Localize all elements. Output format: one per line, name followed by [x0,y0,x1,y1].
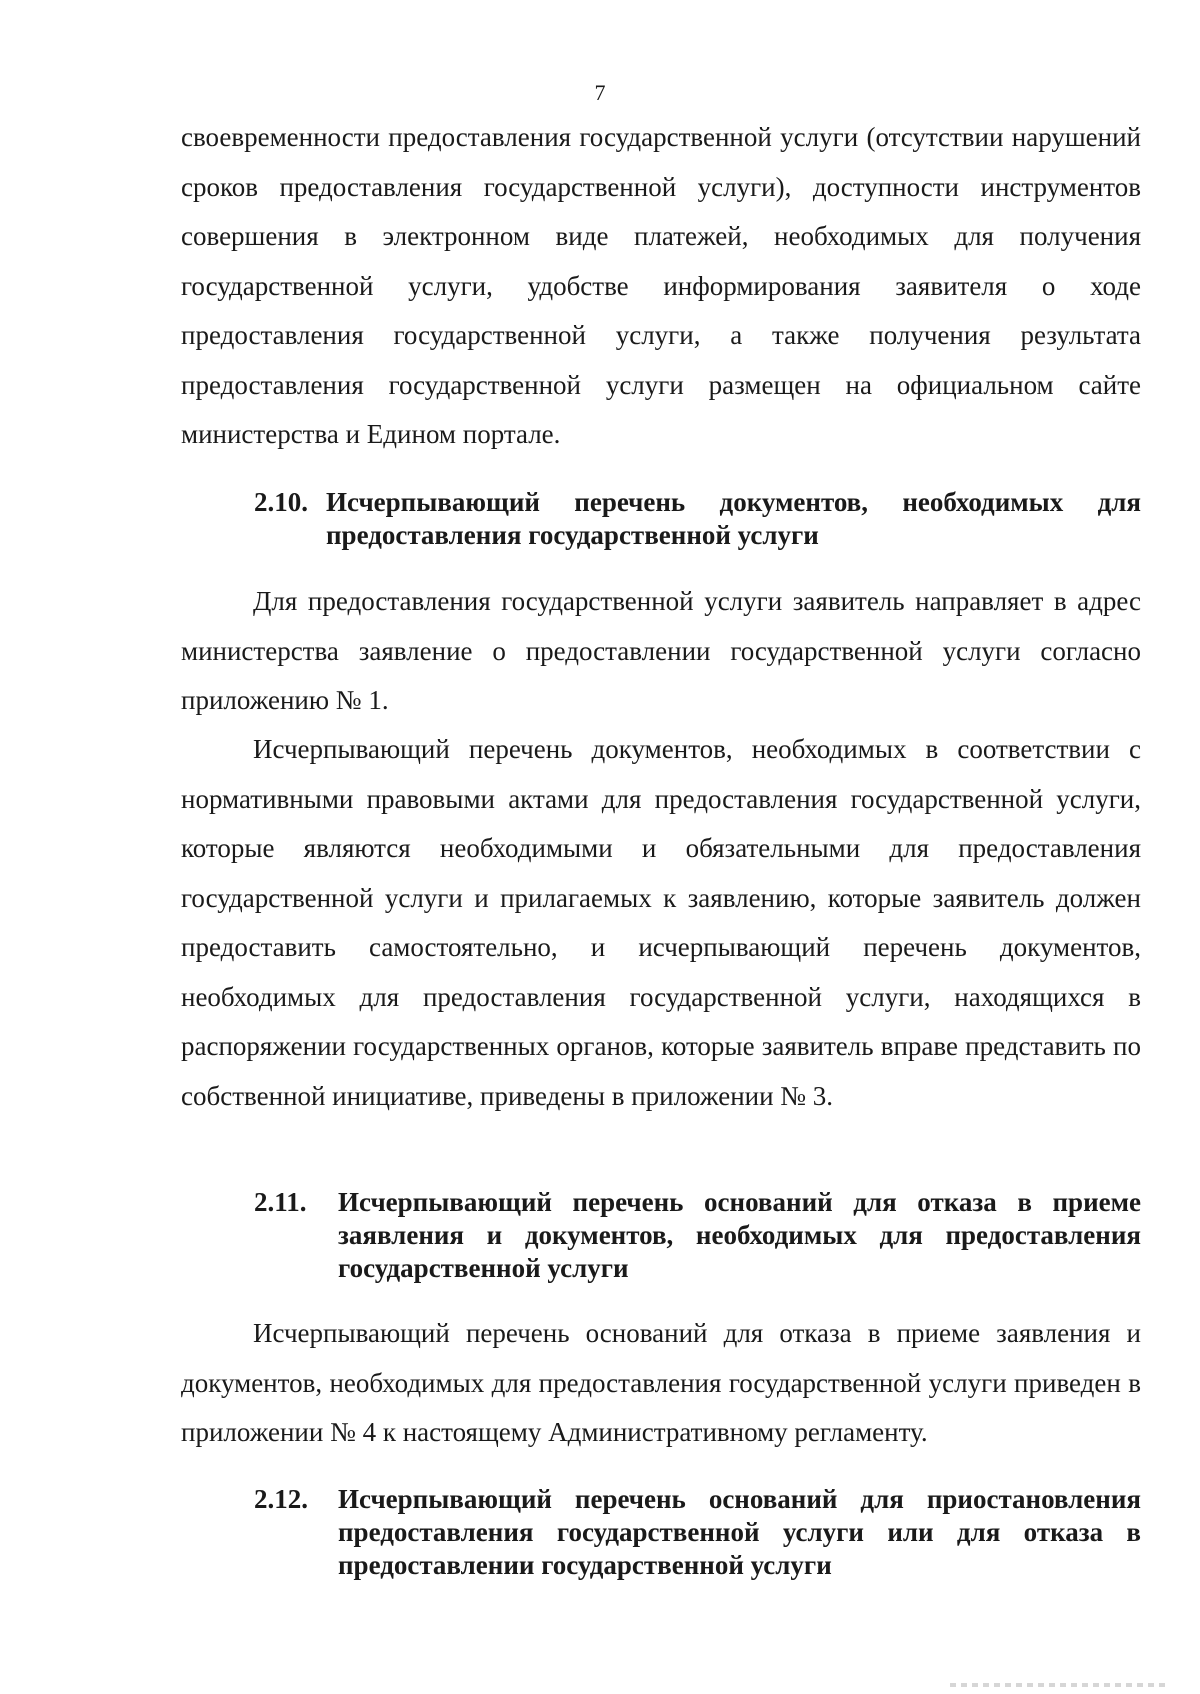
paragraph-application: Для предоставления государственной услуги заявитель направляет в адрес министерства заявление о предоставлении государственной услуги согласно приложению № 1. [181,586,1141,715]
paragraph-documents-list: Исчерпывающий перечень документов, необходимых в соответствии с нормативными правовыми актами для предоставления государственной услуги, которые являются необходимыми и обязательными для предоставления государственной услуги и прилагаемых к заявлению, которые заявитель должен предоставить самостоятельно, и исчерпывающий перечень документов, необходимых для предоставления государственной услуги, находящихся в распоряжении государственных органов, которые заявитель вправе представить по собственной инициативе, приведены в приложении № 3. [181,734,1141,1111]
section-title: Исчерпывающий перечень документов, необходимых для предоставления государственной услуги [326,487,1141,550]
paragraph-continuation: своевременности предоставления государственной услуги (отсутствии нарушений сроков предоставления государственной услуги), доступности инструментов совершения в электронном виде платежей, необходимых для получения государственной услуги, удобстве информирования заявителя о ходе предоставления государственной услуги, а также получения результата предоставления государственной услуги размещен на официальном сайте министерства и Едином портале. [181,122,1141,449]
section-heading-2-10 [254,486,1141,552]
section-heading-2-11 [254,1186,1141,1285]
section-title: Исчерпывающий перечень оснований для отказа в приеме заявления и документов, необходимых для предоставления государственной услуги [338,1187,1141,1283]
section-title: Исчерпывающий перечень оснований для приостановления предоставления государственной услуги или для отказа в предоставлении государственной услуги [338,1484,1141,1580]
section-number: 2.11. [254,1187,307,1217]
paragraph-refusal-grounds: Исчерпывающий перечень оснований для отказа в приеме заявления и документов, необходимых для предоставления государственной услуги приведен в приложении № 4 к настоящему Административному регламенту. [181,1318,1141,1447]
section-number: 2.12. [254,1484,308,1514]
page-number: 7 [594,80,606,105]
section-heading-2-12 [254,1483,1141,1582]
scan-artifact [950,1683,1170,1687]
section-number: 2.10. [254,487,308,517]
